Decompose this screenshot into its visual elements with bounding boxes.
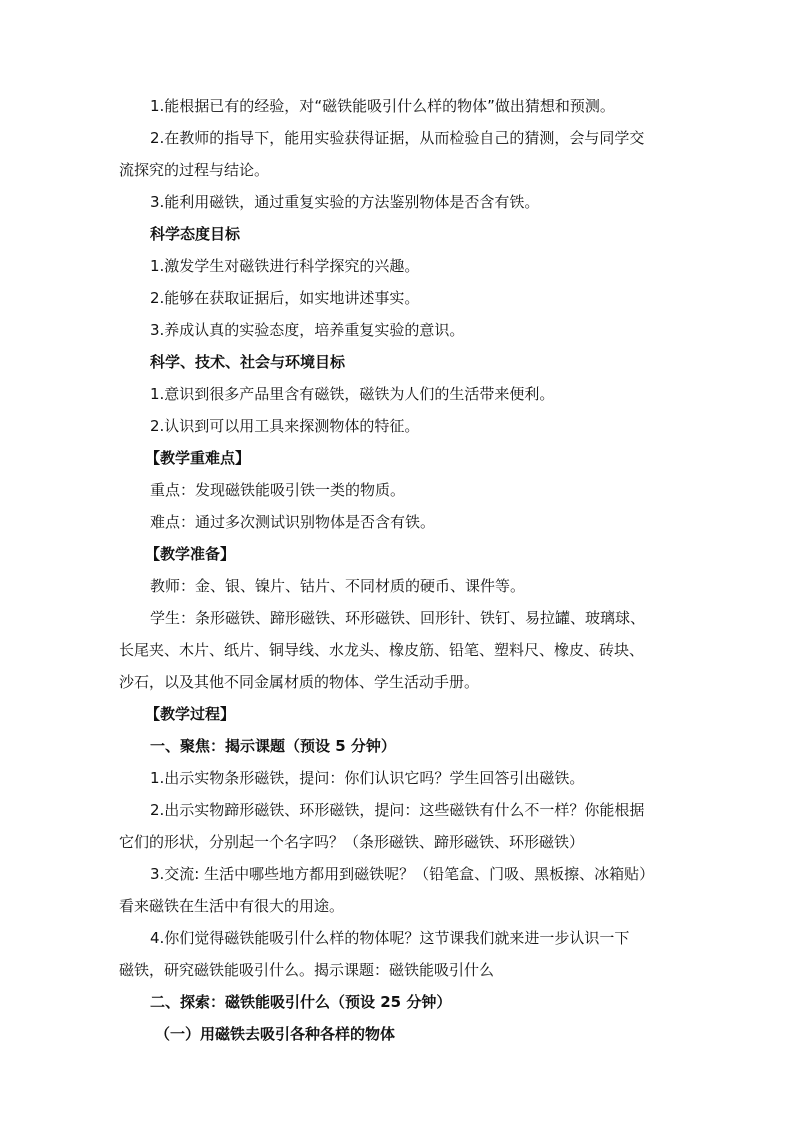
- focus-step-3-continued: 看来磁铁在生活中有很大的用途。: [119, 897, 345, 915]
- step-heading-explore: 二、探索：磁铁能吸引什么（预设 25 分钟）: [150, 993, 452, 1011]
- attitude-1: 1.激发学生对磁铁进行科学探究的兴趣。: [150, 257, 420, 275]
- section-heading-preparation: 【教学准备】: [145, 545, 236, 563]
- objective-2-continued: 流探究的过程与结论。: [119, 161, 270, 179]
- attitude-2: 2.能够在获取证据后，如实地讲述事实。: [150, 289, 420, 307]
- stse-2: 2.认识到可以用工具来探测物体的特征。: [150, 417, 420, 435]
- section-heading-attitude: 科学态度目标: [150, 225, 241, 243]
- student-materials-continued-1: 长尾夹、木片、纸片、铜导线、水龙头、橡皮筋、铅笔、塑料尺、橡皮、砖块、: [119, 641, 645, 659]
- stse-1: 1.意识到很多产品里含有磁铁，磁铁为人们的生活带来便利。: [150, 385, 555, 403]
- focus-step-2-continued: 它们的形状，分别起一个名字吗？（条形磁铁、蹄形磁铁、环形磁铁）: [119, 833, 585, 851]
- teacher-materials: 教师：金、银、镍片、钴片、不同材质的硬币、课件等。: [150, 577, 526, 595]
- objective-3: 3.能利用磁铁，通过重复实验的方法鉴别物体是否含有铁。: [150, 193, 540, 211]
- student-materials-continued-2: 沙石，以及其他不同金属材质的物体、学生活动手册。: [119, 673, 480, 691]
- student-materials: 学生：条形磁铁、蹄形磁铁、环形磁铁、回形针、铁钉、易拉罐、玻璃球、: [150, 609, 646, 627]
- focus-step-1: 1.出示实物条形磁铁，提问：你们认识它吗？学生回答引出磁铁。: [150, 769, 585, 787]
- section-heading-stse: 科学、技术、社会与环境目标: [150, 353, 346, 371]
- focus-step-3: 3.交流: 生活中哪些地方都用到磁铁呢？（铅笔盒、门吸、黑板擦、冰箱贴）: [150, 865, 655, 883]
- section-heading-key-points: 【教学重难点】: [145, 449, 251, 467]
- objective-2: 2.在教师的指导下，能用实验获得证据，从而检验自己的猜测，会与同学交: [150, 129, 645, 147]
- difficult-point: 难点：通过多次测试识别物体是否含有铁。: [150, 513, 436, 531]
- objective-1: 1.能根据已有的经验，对“磁铁能吸引什么样的物体”做出猜想和预测。: [150, 97, 615, 115]
- focus-step-4-continued: 磁铁，研究磁铁能吸引什么。揭示课题：磁铁能吸引什么: [119, 961, 495, 979]
- step-heading-focus: 一、聚焦：揭示课题（预设 5 分钟）: [150, 737, 396, 755]
- focus-step-2: 2.出示实物蹄形磁铁、环形磁铁，提问：这些磁铁有什么不一样？你能根据: [150, 801, 645, 819]
- section-heading-process: 【教学过程】: [145, 705, 236, 723]
- key-point: 重点：发现磁铁能吸引铁一类的物质。: [150, 481, 406, 499]
- subsection-heading-attract: （一）用磁铁去吸引各种各样的物体: [155, 1025, 396, 1043]
- focus-step-4: 4.你们觉得磁铁能吸引什么样的物体呢？这节课我们就来进一步认识一下: [150, 929, 630, 947]
- attitude-3: 3.养成认真的实验态度，培养重复实验的意识。: [150, 321, 465, 339]
